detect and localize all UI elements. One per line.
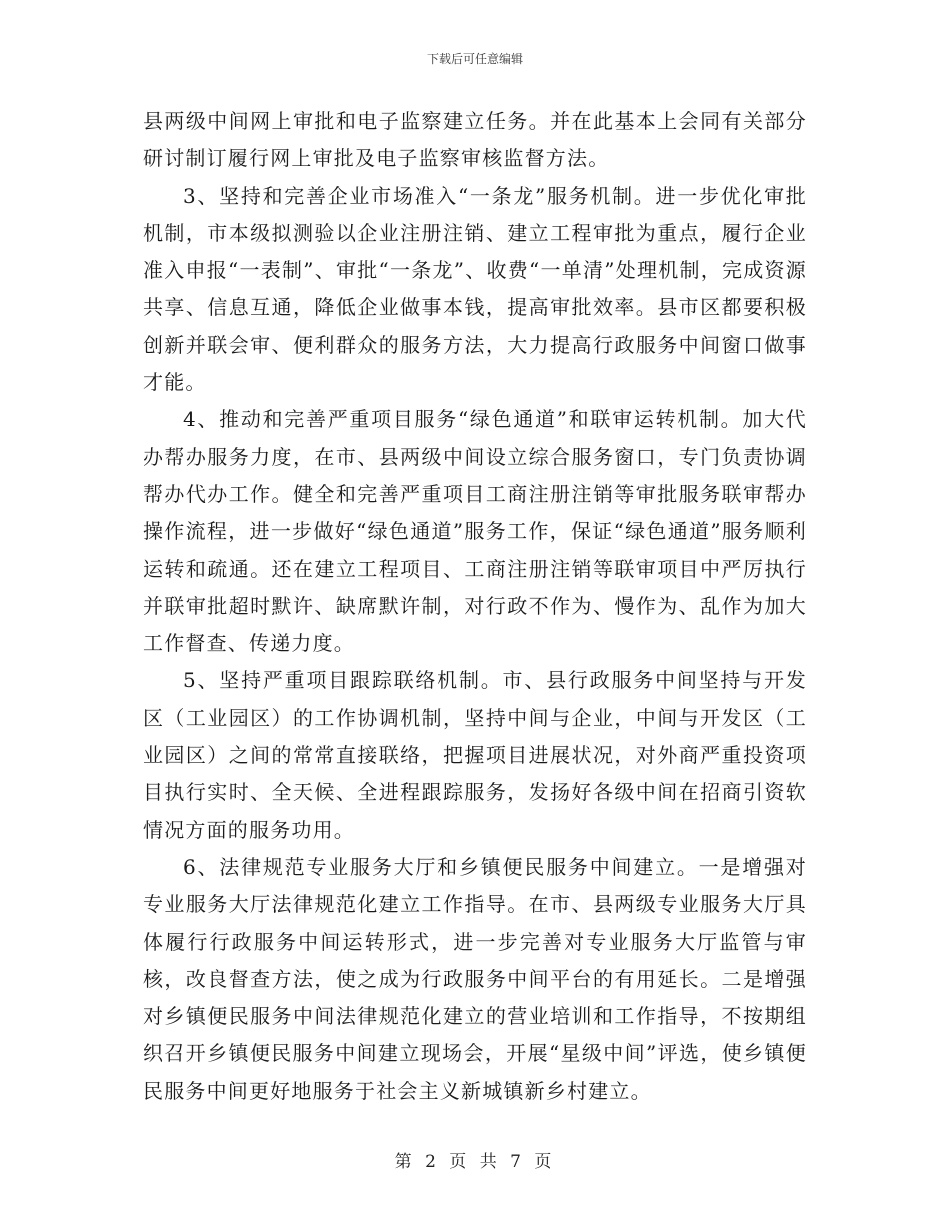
page-header: 下载后可任意编辑 <box>426 52 523 66</box>
paragraph-item-3: 3、坚持和完善企业市场准入“一条龙”服务机制。进一步优化审批机制，市本级拟测验以企业注册注销、建立工程审批为重点，履行企业准入申报“一表制”、审批“一条龙”、收费“一单清”处理机制，完成资源共享、信息互通，降低企业做事本钱，提高审批效率。县市区都要积极创新并联会审、便利群众的服务方法，大力提高行政服务中间窗口做事才能。 <box>143 183 807 395</box>
paragraph-continuation: 县两级中间网上审批和电子监察建立任务。并在此基本上会同有关部分研讨制订履行网上审批及电子监察审核监督方法。 <box>143 109 807 171</box>
paragraph-item-5: 5、坚持严重项目跟踪联络机制。市、县行政服务中间坚持与开发区（工业园区）的工作协调机制，坚持中间与企业，中间与开发区（工业园区）之间的常常直接联络，把握项目进展状况，对外商严重投资项目执行实时、全天候、全进程跟踪服务，发扬好各级中间在招商引资软情况方面的服务功用。 <box>143 668 807 842</box>
document-body <box>143 103 807 1110</box>
paragraph-item-4: 4、推动和完善严重项目服务“绿色通道”和联审运转机制。加大代办帮办服务力度，在市、县两级中间设立综合服务窗口，专门负责协调帮办代办工作。健全和完善严重项目工商注册注销等审批服务联审帮办操作流程，进一步做好“绿色通道”服务工作，保证“绿色通道”服务顺利运转和疏通。还在建立工程项目、工商注册注销等联审项目中严厉执行并联审批超时默许、缺席默许制，对行政不作为、慢作为、乱作为加大工作督查、传递力度。 <box>143 407 807 656</box>
page-number-footer: 第 2 页 共 7 页 <box>394 1152 556 1172</box>
paragraph-item-6: 6、法律规范专业服务大厅和乡镇便民服务中间建立。一是增强对专业服务大厅法律规范化建立工作指导。在市、县两级专业服务大厅具体履行行政服务中间运转形式，进一步完善对专业服务大厅监管与审核，改良督查方法，使之成为行政服务中间平台的有用延长。二是增强对乡镇便民服务中间法律规范化建立的营业培训和工作指导，不按期组织召开乡镇便民服务中间建立现场会，开展“星级中间”评选，使乡镇便民服务中间更好地服务于社会主义新城镇新乡村建立。 <box>143 854 807 1103</box>
